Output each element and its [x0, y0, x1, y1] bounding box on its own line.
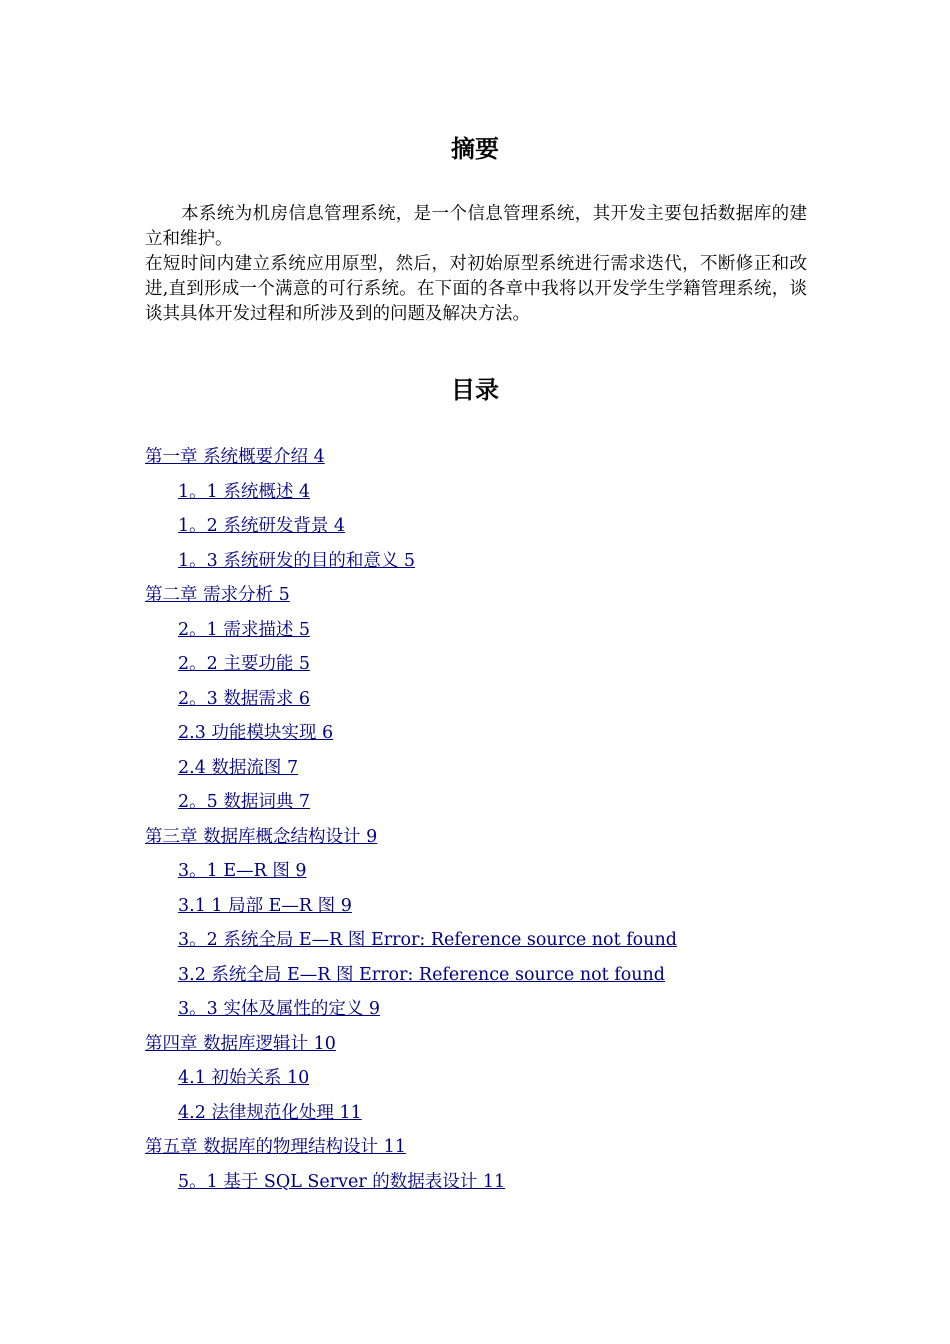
toc-section-entry — [0, 475, 950, 510]
abstract-paragraph-2: 在短时间内建立系统应用原型，然后，对初始原型系统进行需求迭代，不断修正和改进,直到形成一个满意的可行系统。在下面的各章中我将以开发学生学籍管理系统，谈谈其具体开发过程和所涉及到的问题及解决方法。 — [145, 254, 807, 324]
toc-section-entry — [0, 716, 950, 751]
abstract-heading: 摘要 — [451, 135, 499, 163]
toc-section-entry — [0, 958, 950, 993]
toc-link[interactable]: 4.1 初始关系 10 — [178, 1068, 310, 1088]
toc-section-entry — [0, 1096, 950, 1131]
toc-link[interactable]: 第五章 数据库的物理结构设计 11 — [145, 1137, 406, 1157]
toc-link[interactable]: 第二章 需求分析 5 — [145, 585, 290, 605]
toc-link[interactable]: 3。2 系统全局 E—R 图 Error: Reference source not found — [178, 930, 677, 950]
toc-section-entry — [0, 751, 950, 786]
toc-link[interactable]: 2。3 数据需求 6 — [178, 688, 311, 709]
toc-link[interactable]: 3。1 E—R 图 9 — [178, 861, 307, 881]
toc-link[interactable]: 1。1 系统概述 4 — [178, 481, 311, 502]
toc-chapter-entry — [0, 1130, 950, 1165]
toc-section-entry — [0, 647, 950, 682]
toc-section-entry — [0, 923, 950, 958]
toc-section-entry — [0, 613, 950, 648]
toc-section-entry — [0, 1165, 950, 1200]
toc-chapter-entry — [0, 820, 950, 855]
toc-link[interactable]: 第三章 数据库概念结构设计 9 — [145, 826, 378, 847]
toc-chapter-entry — [0, 578, 950, 613]
toc-section-entry — [0, 785, 950, 820]
toc-link[interactable]: 3。3 实体及属性的定义 9 — [178, 999, 381, 1019]
toc-chapter-entry — [0, 1027, 950, 1062]
abstract-body — [145, 202, 807, 327]
toc-section-entry — [0, 854, 950, 889]
toc-link[interactable]: 1。3 系统研发的目的和意义 5 — [178, 550, 416, 571]
table-of-contents — [0, 440, 950, 1199]
toc-link[interactable]: 1。2 系统研发背景 4 — [178, 516, 346, 536]
toc-link[interactable]: 2.3 功能模块实现 6 — [178, 723, 334, 743]
toc-link[interactable]: 2。5 数据词典 7 — [178, 792, 311, 812]
toc-link[interactable]: 2。2 主要功能 5 — [178, 654, 311, 674]
toc-section-entry — [0, 889, 950, 924]
toc-link[interactable]: 第一章 系统概要介绍 4 — [145, 447, 325, 467]
toc-section-entry — [0, 992, 950, 1027]
abstract-paragraph-1: 本系统为机房信息管理系统，是一个信息管理系统，其开发主要包括数据库的建立和维护。 — [145, 204, 807, 249]
toc-section-entry — [0, 682, 950, 717]
toc-section-entry — [0, 544, 950, 579]
toc-link[interactable]: 3.1 1 局部 E—R 图 9 — [178, 895, 352, 916]
toc-link[interactable]: 3.2 系统全局 E—R 图 Error: Reference source not found — [178, 964, 666, 985]
toc-link[interactable]: 5。1 基于 SQL Server 的数据表设计 11 — [178, 1171, 506, 1192]
toc-link[interactable]: 4.2 法律规范化处理 11 — [178, 1102, 362, 1123]
toc-chapter-entry — [0, 440, 950, 475]
toc-link[interactable]: 第四章 数据库逻辑计 10 — [145, 1033, 336, 1054]
toc-heading: 目录 — [451, 376, 499, 404]
toc-link[interactable]: 2。1 需求描述 5 — [178, 619, 311, 640]
toc-section-entry — [0, 1061, 950, 1096]
toc-section-entry — [0, 509, 950, 544]
toc-link[interactable]: 2.4 数据流图 7 — [178, 757, 299, 778]
